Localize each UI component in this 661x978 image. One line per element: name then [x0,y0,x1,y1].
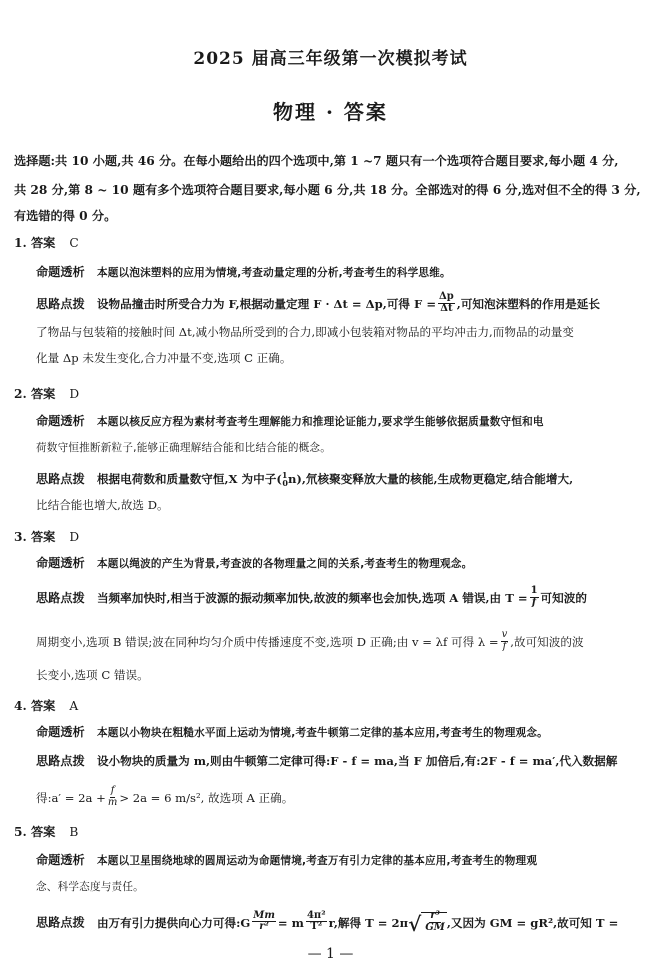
question-1-answer: C [69,236,79,250]
question-2-hint: 思路点拨 根据电荷数和质量数守恒,X 为中子($^1_0$n),氘核聚变释放大量的核能,生成物更稳定,结合能增大, [36,470,574,489]
question-5-brief: 命题透析 本题以卫星围绕地球的圆周运动为命题情境,考查万有引力定律的基本应用,考查考生的物理观 [36,853,538,867]
question-3-answer: D [69,530,80,544]
question-1-header: 1. 答案 C [14,236,79,250]
document-title: 2025 届高三年级第一次模拟考试 [193,49,468,69]
intro-line-3: 有选错的得 0 分。 [14,209,117,223]
page-number: — 1 — [307,946,354,962]
question-4-brief: 命题透析 本题以小物块在粗糙水平面上运动为情境,考查牛顿第二定律的基本应用,考查考生的物理观念。 [36,725,548,739]
question-2-brief: 命题透析 本题以核反应方程为素材考查考生理解能力和推理论证能力,要求学生能够依据质量数守恒和电 [36,414,544,428]
intro-line-1: 选择题:共 10 小题,共 46 分。在每小题给出的四个选项中,第 1 ~7 题只有一个选项符合题目要求,每小题 4 分, [14,154,619,168]
question-1-brief: 命题透析 本题以泡沫塑料的应用为情境,考查动量定理的分析,考查考生的科学思维。 [36,265,451,279]
fraction: $\frac{\Delta p}{\Delta t}$ [439,291,454,314]
fraction: $\frac{\text{r³}}{GM}$ [425,910,445,933]
question-1-hint-line-3: 化量 Δp 未发生变化,合力冲量不变,选项 C 正确。 [36,351,292,365]
fraction: $\frac{\text{4π²}}{\text{T²}}$ [306,909,326,932]
question-2-answer: D [69,387,80,401]
sqrt: √ $\frac{\text{r³}}{GM}$ [408,910,445,936]
intro-line-2: 共 28 分,第 8 ~ 10 题有多个选项符合题目要求,每小题 6 分,共 18 分。全部选对的得 6 分,选对但不全的得 3 分, [14,183,641,197]
question-5-hint: 思路点拨 由万有引力提供向心力可得:G $\frac{Mm}{\text{r²}}$ = m $\frac{\text{4π²}}{\text{T²}}$ r,解得 T = 2π √ $\frac{\text{r³}}{GM}$ ,又因为 GM = gR²,故可知 T = [36,909,619,936]
fraction: $\frac{Mm}{\text{r²}}$ [253,909,275,932]
question-3-hint: 思路点拨 当频率加快时,相当于波源的振动频率加快,故波的频率也会加快,选项 A 错误,由 T = $\frac{1}{f}$ 可知波的 [36,585,587,608]
fraction: $\frac{f}{m}$ [107,785,118,808]
document-subtitle: 物理 · 答案 [273,100,388,124]
question-4-hint: 思路点拨 设小物块的质量为 m,则由牛顿第二定律可得:F - f = ma,当 F 加倍后,有:2F - f = ma′,代入数据解 [36,754,618,768]
question-1-hint-line-2: 了物品与包装箱的接触时间 Δt,减小物品所受到的合力,即减小包装箱对物品的平均冲击力,而物品的动量变 [36,325,574,339]
question-2-brief-line-2: 荷数守恒推断新粒子,能够正确理解结合能和比结合能的概念。 [36,442,331,454]
question-5-brief-line-2: 念、科学态度与责任。 [36,881,144,893]
fraction: $\frac{v}{f}$ [501,629,508,652]
question-3-brief: 命题透析 本题以绳波的产生为背景,考查波的各物理量之间的关系,考查考生的物理观念。 [36,556,473,570]
question-2-header: 2. 答案 D [14,387,80,401]
question-3-header: 3. 答案 D [14,530,80,544]
question-5-answer: B [69,825,79,839]
question-5-header: 5. 答案 B [14,825,79,839]
question-2-hint-line-2: 比结合能也增大,故选 D。 [36,498,169,512]
question-4-hint-line-2: 得:a′ = 2a + $\frac{f}{m}$ > 2a = 6 m/s², 故选项 A 正确。 [36,785,294,808]
question-4-answer: A [69,699,79,713]
question-3-hint-line-2: 周期变小,选项 B 错误;波在同种均匀介质中传播速度不变,选项 D 正确;由 v = λf 可得 λ = $\frac{v}{f}$ ,故可知波的波 [36,629,584,652]
question-4-header: 4. 答案 A [14,699,79,713]
fraction: $\frac{1}{f}$ [530,585,538,608]
question-3-hint-line-3: 长变小,选项 C 错误。 [36,668,149,682]
question-1-hint: 思路点拨 设物品撞击时所受合力为 F,根据动量定理 F · Δt = Δp,可得 F = $\frac{\Delta p}{\Delta t}$ ,可知泡沫塑料的作用是延长 [36,291,600,314]
